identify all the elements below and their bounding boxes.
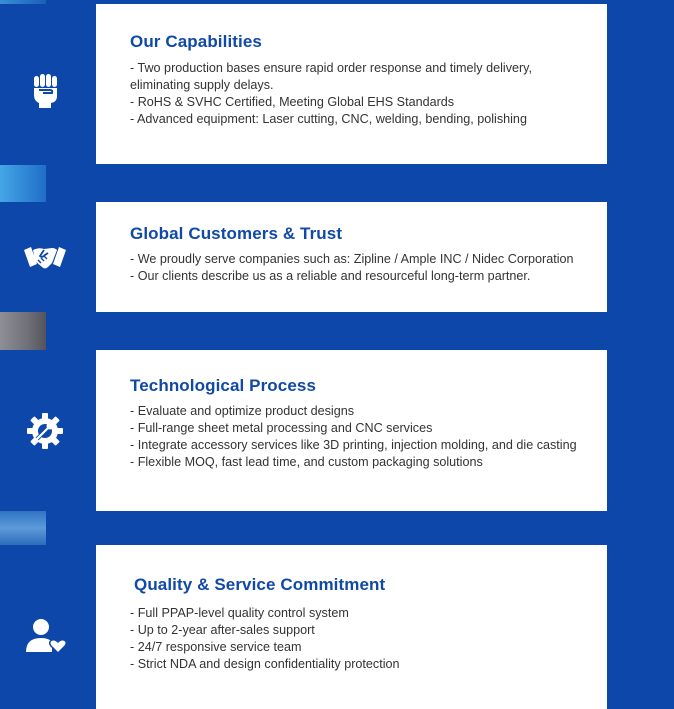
customers-card <box>96 202 607 312</box>
section-title: Quality & Service Commitment <box>134 575 386 594</box>
list-item: - We proudly serve companies such as: Zipline / Ample INC / Nidec Corporation <box>130 252 574 266</box>
person-heart-icon <box>22 614 68 660</box>
list-item: eliminating supply delays. <box>130 78 274 92</box>
section-title: Our Capabilities <box>130 32 262 51</box>
section-lines <box>130 403 607 471</box>
list-item: - Evaluate and optimize product designs <box>130 404 355 418</box>
decorative-strip <box>0 0 46 4</box>
decorative-strip <box>0 165 46 202</box>
handshake-icon <box>22 236 68 282</box>
process-card <box>96 350 607 511</box>
list-item: - Up to 2-year after-sales support <box>130 623 315 637</box>
decorative-strip <box>0 511 46 545</box>
section-lines <box>130 605 607 673</box>
list-item: - Flexible MOQ, fast lead time, and custom packaging solutions <box>130 455 483 469</box>
list-item: - Advanced equipment: Laser cutting, CNC, welding, bending, polishing <box>130 112 527 126</box>
raised-fist-icon <box>22 68 68 114</box>
list-item: - 24/7 responsive service team <box>130 640 302 654</box>
list-item: - Integrate accessory services like 3D printing, injection molding, and die casting <box>130 438 577 452</box>
quality-card <box>96 545 607 709</box>
section-title: Technological Process <box>130 376 317 395</box>
capabilities-card <box>96 4 607 164</box>
list-item: - Two production bases ensure rapid order response and timely delivery, <box>130 61 533 75</box>
decorative-strip <box>0 312 46 350</box>
gear-wrench-icon <box>22 408 68 454</box>
list-item: - Full-range sheet metal processing and CNC services <box>130 421 433 435</box>
list-item: - Full PPAP-level quality control system <box>130 606 349 620</box>
section-lines <box>130 251 607 285</box>
list-item: - RoHS & SVHC Certified, Meeting Global EHS Standards <box>130 95 455 109</box>
section-lines <box>130 60 607 128</box>
list-item: - Strict NDA and design confidentiality protection <box>130 657 400 671</box>
list-item: - Our clients describe us as a reliable and resourceful long-term partner. <box>130 269 531 283</box>
section-title: Global Customers & Trust <box>130 224 343 243</box>
